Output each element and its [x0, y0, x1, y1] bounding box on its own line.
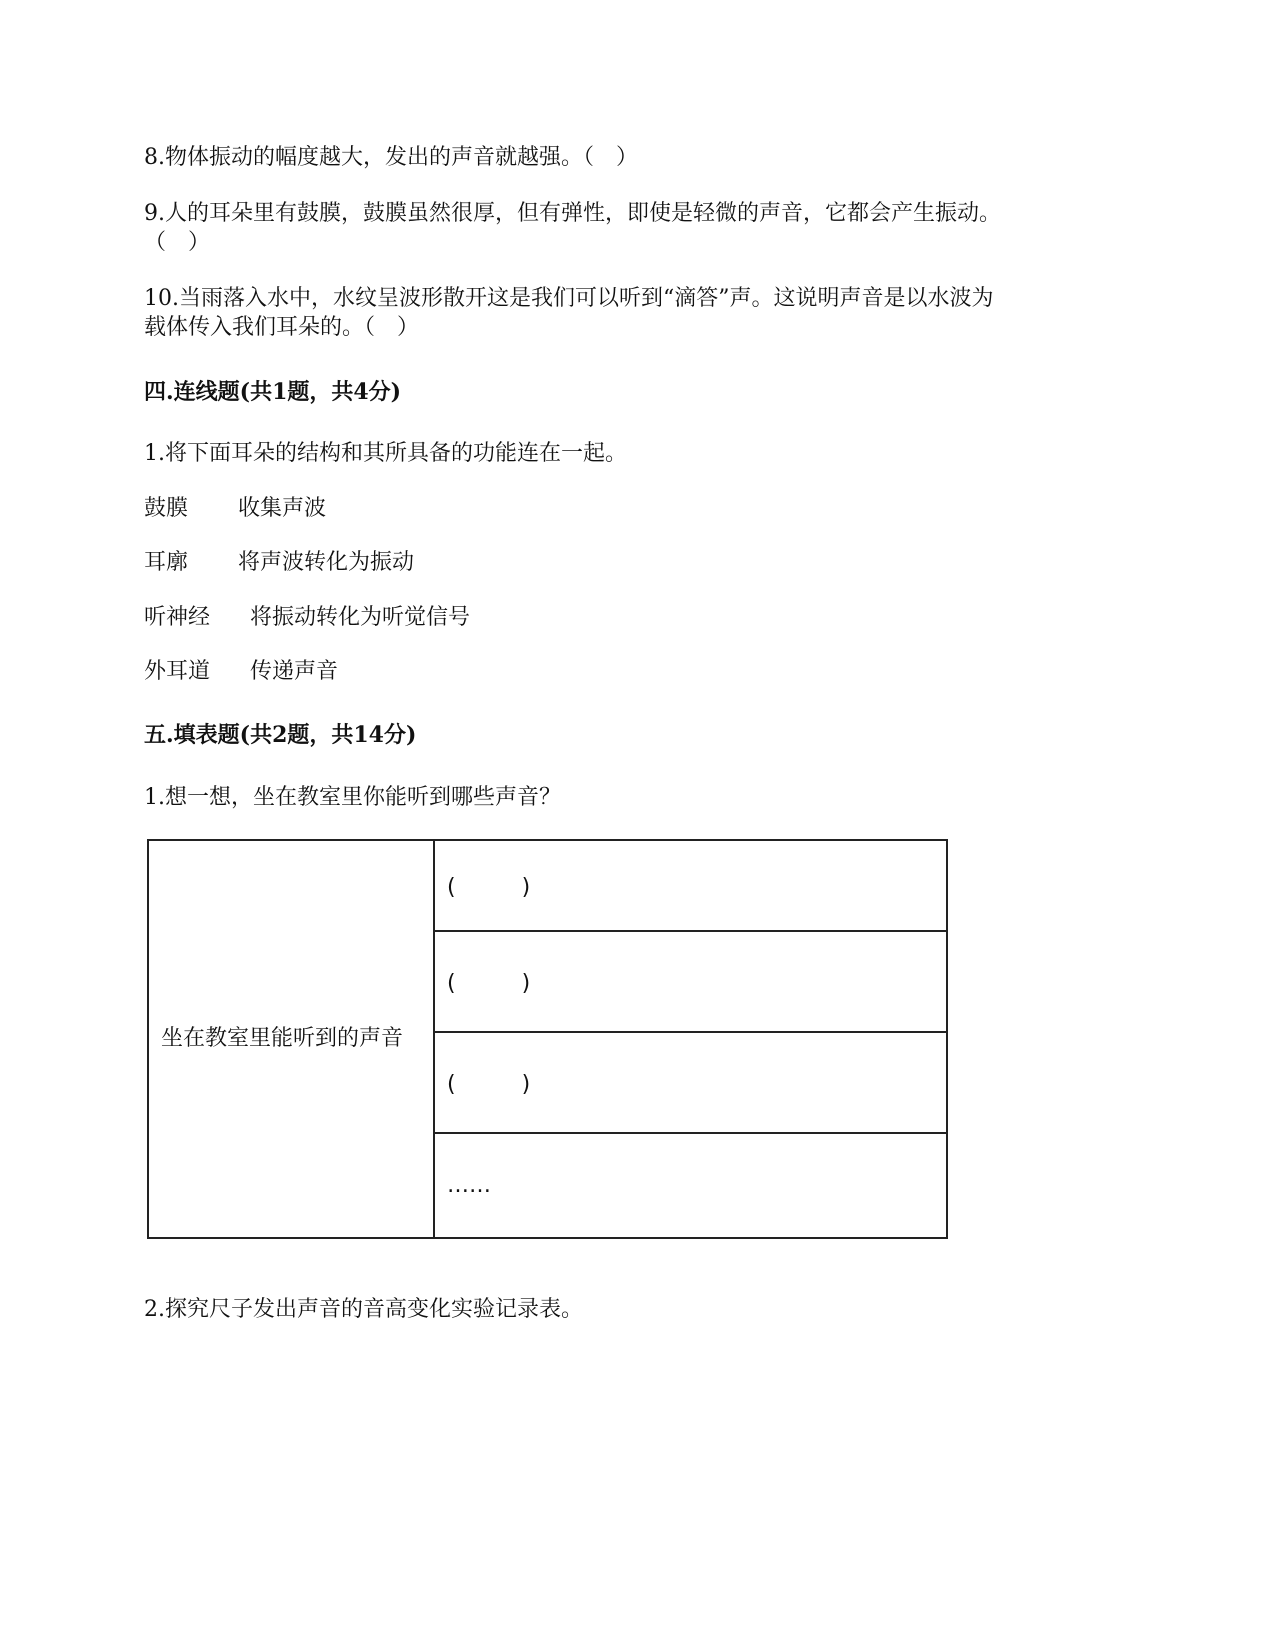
- question-10: 10.当雨落入水中，水纹呈波形散开这是我们可以听到“滴答”声。这说明声音是以水波为: [144, 286, 994, 311]
- ear-function: 将振动转化为听觉信号: [250, 605, 471, 630]
- section-4-question-1: 1.将下面耳朵的结构和其所具备的功能连在一起。: [144, 441, 627, 466]
- answer-cell[interactable]: ( ): [434, 931, 947, 1032]
- answer-cell[interactable]: ( ): [434, 1032, 947, 1133]
- section-4-title: 四.连线题(共1题，共4分): [144, 379, 402, 405]
- question-10-cont: 载体传入我们耳朵的。（ ）: [144, 315, 420, 340]
- ear-structure: 听神经: [144, 605, 211, 630]
- question-9: 9.人的耳朵里有鼓膜，鼓膜虽然很厚，但有弹性，即使是轻微的声音，它都会产生振动。: [144, 201, 1001, 226]
- question-9-blank: （ ）: [144, 230, 211, 255]
- section-5-question-1: 1.想一想，坐在教室里你能听到哪些声音？: [144, 785, 561, 810]
- match-pair: [144, 657, 339, 686]
- match-pair: [144, 494, 327, 523]
- table-label: 坐在教室里能听到的声音: [148, 840, 434, 1238]
- ear-function: 传递声音: [250, 659, 339, 684]
- ear-structure: 耳廓: [144, 550, 189, 575]
- answer-cell[interactable]: ……: [434, 1133, 947, 1238]
- sounds-table: [147, 839, 948, 1239]
- ear-function: 收集声波: [238, 496, 327, 521]
- section-5-title: 五.填表题(共2题，共14分): [144, 722, 417, 748]
- ear-structure: 外耳道: [144, 659, 211, 684]
- match-pair: [144, 603, 471, 632]
- ear-function: 将声波转化为振动: [238, 550, 415, 575]
- section-5-question-2: 2.探究尺子发出声音的音高变化实验记录表。: [144, 1297, 583, 1322]
- answer-cell[interactable]: ( ): [434, 840, 947, 931]
- ear-structure: 鼓膜: [144, 496, 189, 521]
- match-pair: [144, 548, 415, 577]
- question-8: 8.物体振动的幅度越大，发出的声音就越强。（ ）: [144, 145, 638, 170]
